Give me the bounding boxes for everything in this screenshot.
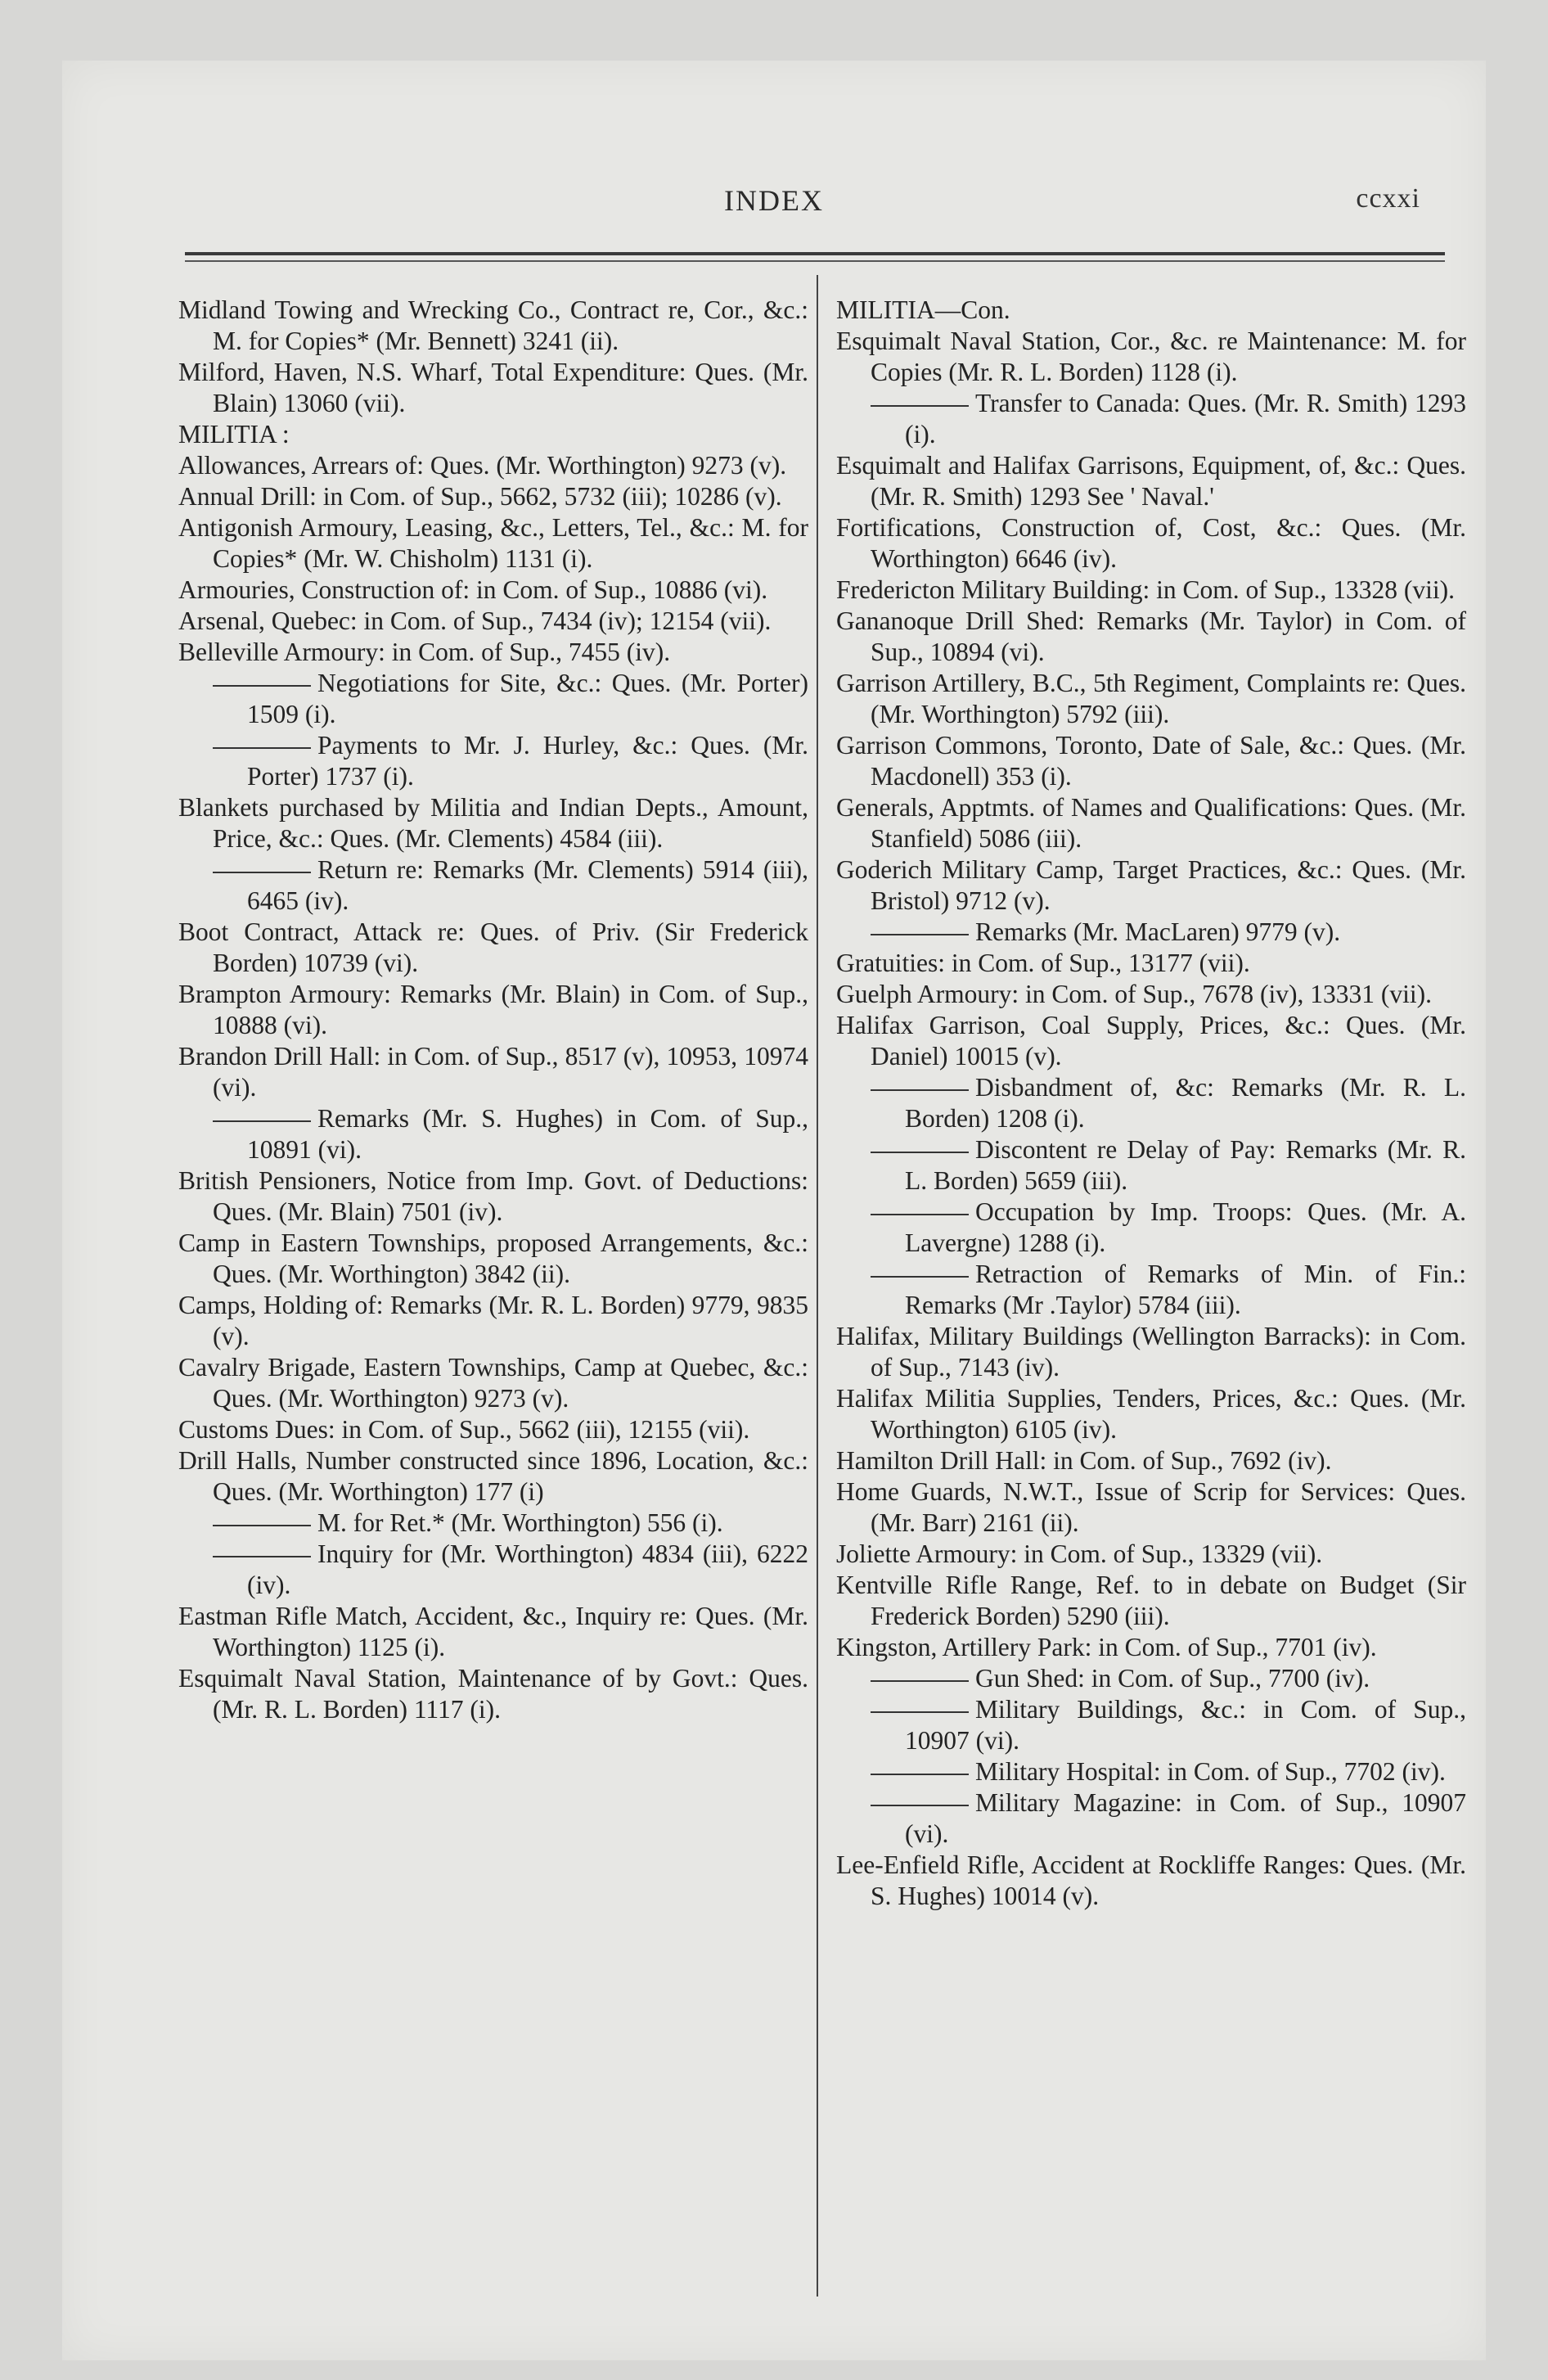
index-entry	[836, 450, 1466, 512]
entry-text: Camp in Eastern Townships, proposed Arrangements, &c.: Ques. (Mr. Worthington) 3842 (ii).	[178, 1228, 808, 1288]
ditto-dash	[213, 872, 311, 873]
index-heading	[836, 295, 1466, 326]
index-entry	[178, 1228, 808, 1290]
entry-text: Gun Shed: in Com. of Sup., 7700 (iv).	[975, 1664, 1370, 1693]
entry-text: British Pensioners, Notice from Imp. Govt. of Deductions: Ques. (Mr. Blain) 7501 (iv).	[178, 1166, 808, 1226]
index-entry	[836, 792, 1466, 854]
index-entry	[836, 948, 1466, 979]
entry-text: Fortifications, Construction of, Cost, &c.: Ques. (Mr. Worthington) 6646 (iv).	[836, 513, 1466, 573]
entry-text: Midland Towing and Wrecking Co., Contract re, Cor., &c.: M. for Copies* (Mr. Bennett) 3241 (ii).	[178, 295, 808, 355]
left-column	[178, 295, 808, 1725]
index-subentry	[178, 668, 808, 730]
index-entry	[178, 512, 808, 575]
entry-text: Joliette Armoury: in Com. of Sup., 13329 (vii).	[836, 1539, 1323, 1568]
index-entry	[178, 1445, 808, 1508]
index-entry	[836, 730, 1466, 792]
index-entry	[836, 854, 1466, 917]
index-entry	[836, 326, 1466, 388]
index-subentry	[836, 1694, 1466, 1756]
entry-text: Esquimalt and Halifax Garrisons, Equipment, of, &c.: Ques. (Mr. R. Smith) 1293 See ' Naval.'	[836, 451, 1466, 511]
entry-text: Transfer to Canada: Ques. (Mr. R. Smith) 1293 (i).	[905, 389, 1466, 449]
entry-text: M. for Ret.* (Mr. Worthington) 556 (i).	[317, 1508, 723, 1537]
index-entry	[836, 606, 1466, 668]
index-subentry	[178, 730, 808, 792]
index-entry	[836, 1850, 1466, 1912]
entry-text: Blankets purchased by Militia and Indian Depts., Amount, Price, &c.: Ques. (Mr. Clements) 4584 (iii).	[178, 793, 808, 853]
entry-text: Generals, Apptmts. of Names and Qualifications: Ques. (Mr. Stanfield) 5086 (iii).	[836, 793, 1466, 853]
ditto-dash	[871, 1276, 969, 1278]
header-rule-thick	[185, 252, 1445, 255]
entry-text: Milford, Haven, N.S. Wharf, Total Expenditure: Ques. (Mr. Blain) 13060 (vii).	[178, 358, 808, 417]
ditto-dash	[871, 1774, 969, 1775]
entry-text: Military Magazine: in Com. of Sup., 10907 (vi).	[905, 1788, 1466, 1848]
entry-text: Esquimalt Naval Station, Cor., &c. re Maintenance: M. for Copies (Mr. R. L. Borden) 1128 (i).	[836, 327, 1466, 386]
index-entry	[178, 1663, 808, 1725]
index-subentry	[836, 1756, 1466, 1787]
ditto-dash	[213, 1525, 311, 1526]
column-divider	[817, 275, 818, 2297]
entry-text: Allowances, Arrears of: Ques. (Mr. Worthington) 9273 (v).	[178, 451, 787, 480]
index-entry	[178, 1414, 808, 1445]
index-entry	[836, 575, 1466, 606]
entry-text: Antigonish Armoury, Leasing, &c., Letters, Tel., &c.: M. for Copies* (Mr. W. Chisholm) 1131 (i).	[178, 513, 808, 573]
entry-text: Retraction of Remarks of Min. of Fin.: Remarks (Mr .Taylor) 5784 (iii).	[905, 1260, 1466, 1319]
entry-text: Customs Dues: in Com. of Sup., 5662 (iii), 12155 (vii).	[178, 1415, 750, 1444]
index-page	[62, 61, 1486, 2360]
ditto-dash	[213, 1120, 311, 1122]
index-entry	[178, 1290, 808, 1352]
index-entry	[836, 668, 1466, 730]
entry-text: Negotiations for Site, &c.: Ques. (Mr. Porter) 1509 (i).	[247, 669, 808, 728]
index-entry	[178, 481, 808, 512]
index-subentry	[178, 1539, 808, 1601]
index-subentry	[836, 917, 1466, 948]
entry-text: Garrison Commons, Toronto, Date of Sale, &c.: Ques. (Mr. Macdonell) 353 (i).	[836, 731, 1466, 791]
index-entry	[178, 575, 808, 606]
entry-text: Military Buildings, &c.: in Com. of Sup., 10907 (vi).	[905, 1695, 1466, 1755]
entry-text: Military Hospital: in Com. of Sup., 7702 (iv).	[975, 1757, 1446, 1786]
entry-text: Brampton Armoury: Remarks (Mr. Blain) in Com. of Sup., 10888 (vi).	[178, 980, 808, 1039]
index-entry	[836, 1010, 1466, 1072]
index-subentry	[836, 1787, 1466, 1850]
entry-text: Halifax, Military Buildings (Wellington Barracks): in Com. of Sup., 7143 (iv).	[836, 1322, 1466, 1382]
index-entry	[178, 1352, 808, 1414]
index-entry	[178, 606, 808, 637]
entry-text: Guelph Armoury: in Com. of Sup., 7678 (iv), 13331 (vii).	[836, 980, 1432, 1008]
entry-text: Kingston, Artillery Park: in Com. of Sup., 7701 (iv).	[836, 1633, 1377, 1661]
entry-text: Hamilton Drill Hall: in Com. of Sup., 7692 (iv).	[836, 1446, 1332, 1475]
index-entry	[836, 1539, 1466, 1570]
index-subentry	[836, 1663, 1466, 1694]
entry-text: MILITIA—Con.	[836, 295, 1010, 324]
index-entry	[836, 1445, 1466, 1476]
entry-text: Boot Contract, Attack re: Ques. of Priv. (Sir Frederick Borden) 10739 (vi).	[178, 917, 808, 977]
entry-text: Disbandment of, &c: Remarks (Mr. R. L. Borden) 1208 (i).	[905, 1073, 1466, 1133]
ditto-dash	[871, 1680, 969, 1682]
index-subentry	[836, 1197, 1466, 1259]
index-heading	[178, 419, 808, 450]
entry-text: Eastman Rifle Match, Accident, &c., Inquiry re: Ques. (Mr. Worthington) 1125 (i).	[178, 1602, 808, 1661]
entry-text: Home Guards, N.W.T., Issue of Scrip for Services: Ques. (Mr. Barr) 2161 (ii).	[836, 1477, 1466, 1537]
index-entry	[178, 1165, 808, 1228]
index-subentry	[178, 854, 808, 917]
entry-text: Armouries, Construction of: in Com. of Sup., 10886 (vi).	[178, 575, 768, 604]
ditto-dash	[213, 685, 311, 687]
entry-text: Goderich Military Camp, Target Practices, &c.: Ques. (Mr. Bristol) 9712 (v).	[836, 855, 1466, 915]
index-entry	[836, 512, 1466, 575]
ditto-dash	[871, 934, 969, 935]
index-entry	[178, 1041, 808, 1103]
entry-text: Discontent re Delay of Pay: Remarks (Mr. R. L. Borden) 5659 (iii).	[905, 1135, 1466, 1195]
entry-text: Esquimalt Naval Station, Maintenance of by Govt.: Ques. (Mr. R. L. Borden) 1117 (i).	[178, 1664, 808, 1724]
index-subentry	[836, 1259, 1466, 1321]
header-rule-thin	[185, 260, 1445, 262]
entry-text: Halifax Militia Supplies, Tenders, Prices, &c.: Ques. (Mr. Worthington) 6105 (iv).	[836, 1384, 1466, 1444]
index-entry	[178, 917, 808, 979]
entry-text: Remarks (Mr. MacLaren) 9779 (v).	[975, 917, 1341, 946]
index-subentry	[836, 388, 1466, 450]
ditto-dash	[871, 1214, 969, 1215]
index-entry	[836, 979, 1466, 1010]
entry-text: Halifax Garrison, Coal Supply, Prices, &c.: Ques. (Mr. Daniel) 10015 (v).	[836, 1011, 1466, 1071]
entry-text: Belleville Armoury: in Com. of Sup., 7455 (iv).	[178, 638, 671, 666]
ditto-dash	[871, 1152, 969, 1153]
index-entry	[178, 979, 808, 1041]
entry-text: Payments to Mr. J. Hurley, &c.: Ques. (Mr. Porter) 1737 (i).	[247, 731, 808, 791]
entry-text: Brandon Drill Hall: in Com. of Sup., 8517 (v), 10953, 10974 (vi).	[178, 1042, 808, 1102]
ditto-dash	[871, 1089, 969, 1091]
entry-text: Remarks (Mr. S. Hughes) in Com. of Sup., 10891 (vi).	[247, 1104, 808, 1164]
page-number: ccxxi	[1356, 183, 1420, 214]
entry-text: Inquiry for (Mr. Worthington) 4834 (iii), 6222 (iv).	[247, 1539, 808, 1599]
entry-text: Fredericton Military Building: in Com. of Sup., 13328 (vii).	[836, 575, 1455, 604]
index-entry	[836, 1570, 1466, 1632]
entry-text: Cavalry Brigade, Eastern Townships, Camp at Quebec, &c.: Ques. (Mr. Worthington) 9273 (v).	[178, 1353, 808, 1413]
entry-text: Gratuities: in Com. of Sup., 13177 (vii).	[836, 949, 1250, 977]
index-entry	[836, 1383, 1466, 1445]
entry-text: Drill Halls, Number constructed since 1896, Location, &c.: Ques. (Mr. Worthington) 177 (i)	[178, 1446, 808, 1506]
entry-text: Garrison Artillery, B.C., 5th Regiment, Complaints re: Ques. (Mr. Worthington) 5792 (iii).	[836, 669, 1466, 728]
index-entry	[836, 1321, 1466, 1383]
entry-text: Arsenal, Quebec: in Com. of Sup., 7434 (iv); 12154 (vii).	[178, 606, 772, 635]
index-subentry	[836, 1134, 1466, 1197]
entry-text: Kentville Rifle Range, Ref. to in debate on Budget (Sir Frederick Borden) 5290 (iii).	[836, 1571, 1466, 1630]
index-subentry	[178, 1508, 808, 1539]
index-subentry	[178, 1103, 808, 1165]
index-entry	[836, 1632, 1466, 1663]
entry-text: Annual Drill: in Com. of Sup., 5662, 5732 (iii); 10286 (v).	[178, 482, 782, 511]
ditto-dash	[871, 1805, 969, 1806]
index-subentry	[836, 1072, 1466, 1134]
entry-text: Occupation by Imp. Troops: Ques. (Mr. A. Lavergne) 1288 (i).	[905, 1197, 1466, 1257]
entry-text: Lee-Enfield Rifle, Accident at Rockliffe Ranges: Ques. (Mr. S. Hughes) 10014 (v).	[836, 1850, 1466, 1910]
index-entry	[178, 792, 808, 854]
entry-text: Gananoque Drill Shed: Remarks (Mr. Taylor) in Com. of Sup., 10894 (vi).	[836, 606, 1466, 666]
right-column	[836, 295, 1466, 1912]
index-entry	[178, 637, 808, 668]
index-entry	[178, 1601, 808, 1663]
page-title: INDEX	[724, 184, 824, 217]
ditto-dash	[213, 1556, 311, 1557]
index-entry	[836, 1476, 1466, 1539]
ditto-dash	[213, 747, 311, 749]
entry-text: Return re: Remarks (Mr. Clements) 5914 (iii), 6465 (iv).	[247, 855, 808, 915]
entry-text: MILITIA :	[178, 420, 290, 449]
ditto-dash	[871, 405, 969, 407]
index-entry	[178, 357, 808, 419]
entry-text: Camps, Holding of: Remarks (Mr. R. L. Borden) 9779, 9835 (v).	[178, 1291, 808, 1350]
index-entry	[178, 295, 808, 357]
index-entry	[178, 450, 808, 481]
ditto-dash	[871, 1711, 969, 1713]
